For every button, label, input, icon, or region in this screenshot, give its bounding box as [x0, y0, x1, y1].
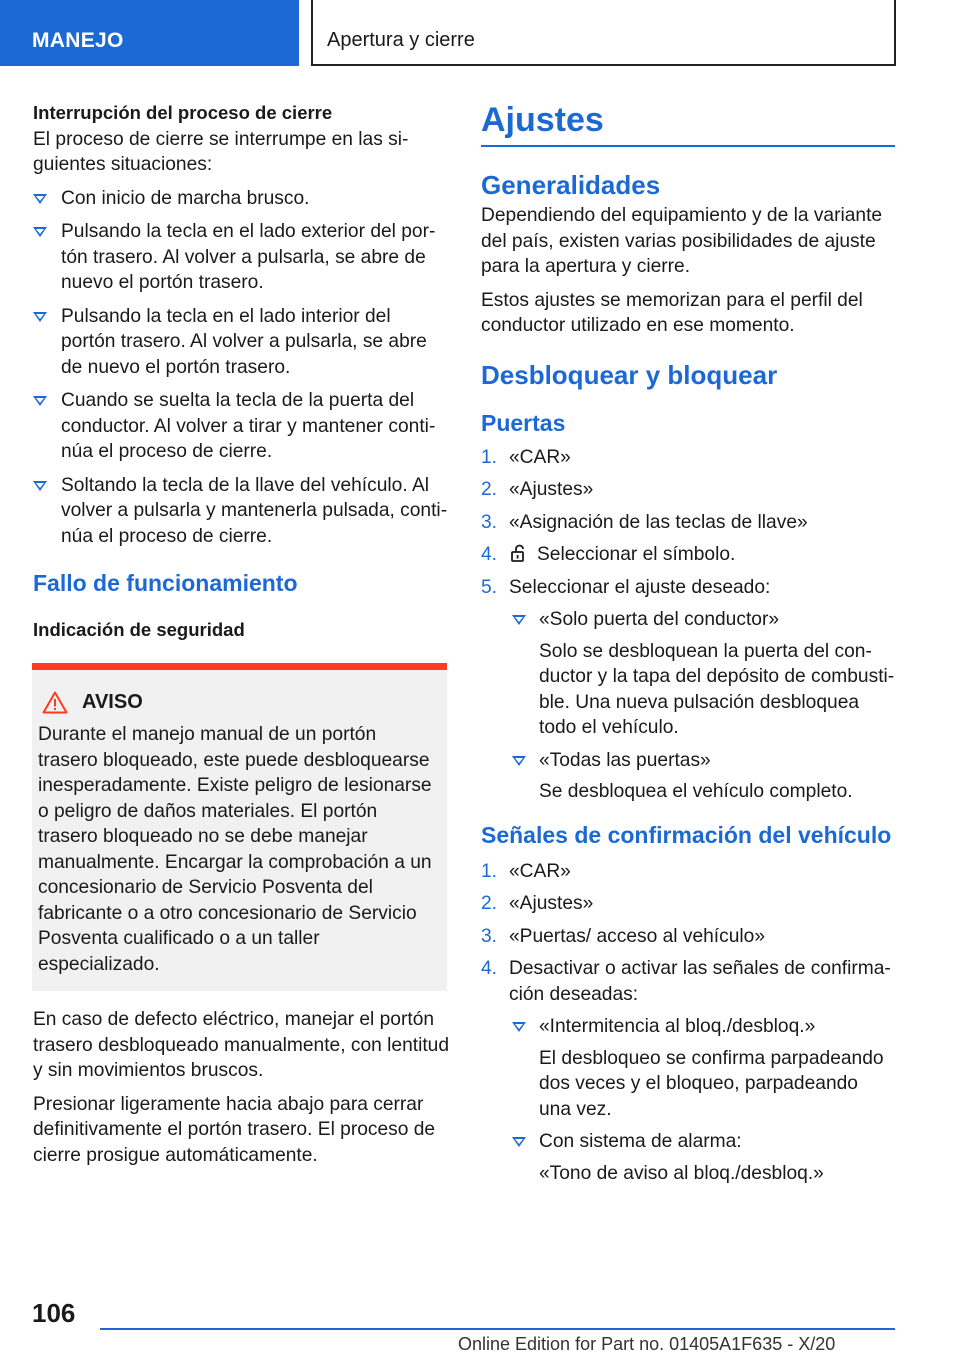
warning-box: [32, 663, 447, 992]
list-item: 2. «Ajustes»: [481, 479, 594, 500]
list-item: Pulsando la tecla en el lado exterior del portón trasero. Al volver a pulsarla, se abre de nuevo el portón trasero.: [33, 219, 449, 296]
list-item: Soltando la tecla de la llave del vehículo. Al volver a pulsarla y mantenerla pulsada, continúa el proceso de cierre.: [33, 473, 449, 550]
triangle-bullet-icon: [512, 1137, 526, 1147]
triangle-bullet-icon: [512, 756, 526, 766]
interruption-intro: El proceso de cierre se interrumpe en las siguientes situaciones:: [33, 128, 409, 175]
list-item: «Solo puerta del conductor» Solo se desbloquean la puerta del conductor y la tapa del depósito de combustible. Una nueva pulsación desbloquea todo el vehículo.: [509, 607, 895, 741]
warning-triangle-icon: [42, 691, 68, 714]
list-item: 4. Desactivar o activar las señales de confirmación deseadas: «Intermitencia al bloq./desbloq.» El desbloqueo se confirma parpadeando dos veces y el bloqueo, parpadeando una vez. Con sistema de alarma: «Tono de aviso al bloq./desbloq.»: [481, 956, 895, 1186]
warning-title: AVISO: [38, 690, 438, 716]
interruption-list: [33, 186, 449, 550]
triangle-bullet-icon: [33, 227, 47, 237]
unlock-heading: Desbloquear y bloquear: [481, 359, 778, 390]
electrical-text: En caso de defecto eléctrico, manejar el portón trasero desbloqueado manualmente, con lentitud y sin movimientos bruscos.: [33, 1009, 450, 1081]
signals-heading: Señales de confirmación del vehículo: [481, 821, 892, 848]
list-item: «Intermitencia al bloq./desbloq.» El desbloqueo se confirma parpadeando dos veces y el bloqueo, parpadeando una vez.: [509, 1014, 895, 1122]
right-column: [481, 100, 895, 1193]
settings-heading: Ajustes: [481, 100, 895, 147]
triangle-bullet-icon: [33, 312, 47, 322]
footer-edition: Online Edition for Part no. 01405A1F635 - X/20: [458, 1334, 836, 1354]
left-column: [33, 100, 449, 1176]
general-text-2: Estos ajustes se memorizan para el perfil del conductor utilizado en ese momento.: [481, 289, 863, 336]
triangle-bullet-icon: [512, 615, 526, 625]
safety-subheading: Indicación de seguridad: [33, 619, 245, 640]
list-item: 2. «Ajustes»: [481, 893, 594, 914]
signals-options: [509, 1014, 895, 1186]
list-item: 3. «Asignación de las teclas de llave»: [481, 511, 808, 533]
triangle-bullet-icon: [512, 1022, 526, 1032]
page-number: 106: [32, 1298, 76, 1328]
list-item: 1. «CAR»: [481, 860, 571, 882]
unlock-padlock-icon: [511, 544, 527, 562]
general-heading: Generalidades: [481, 170, 661, 200]
list-item: Con sistema de alarma: «Tono de aviso al bloq./desbloq.»: [509, 1129, 895, 1186]
list-item: «Todas las puertas» Se desbloquea el vehículo completo.: [509, 748, 895, 805]
doors-heading: Puertas: [481, 409, 566, 436]
press-text: Presionar ligeramente hacia abajo para cerrar definitivamente el portón trasero. El proceso de cierre prosigue automáticamente.: [33, 1093, 436, 1166]
list-item: Con inicio de marcha brusco.: [33, 186, 449, 212]
list-item: 5. Seleccionar el ajuste deseado: «Solo puerta del conductor» Solo se desbloquean la puerta del conductor y la tapa del depósito de combustible. Una nueva pulsación desbloquea todo el vehículo. «Todas las puertas» Se desbloquea el vehículo completo.: [481, 575, 895, 805]
triangle-bullet-icon: [33, 396, 47, 406]
doors-options: [509, 607, 895, 805]
list-item: Cuando se suelta la tecla de la puerta del conductor. Al volver a tirar y mantener continúa el proceso de cierre.: [33, 388, 449, 465]
signals-steps: [481, 859, 895, 1187]
general-text-1: Dependiendo del equipamiento y de la variante del país, existen varias posibilidades de ajuste para la apertura y cierre.: [481, 205, 883, 277]
list-item: 1. «CAR»: [481, 446, 571, 468]
section-tab: MANEJO: [0, 0, 299, 66]
triangle-bullet-icon: [33, 194, 47, 204]
triangle-bullet-icon: [33, 481, 47, 491]
list-item: Pulsando la tecla en el lado interior del portón trasero. Al volver a pulsarla, se abre de nuevo el portón trasero.: [33, 304, 449, 381]
list-item: 4. Seleccionar el símbolo.: [481, 544, 736, 565]
warning-text: Durante el manejo manual de un portón trasero bloqueado, este puede desbloquearse inesperadamente. Existe peligro de lesionarse o peligro de daños materiales. El portón trasero bloqueado no se debe manejar manualmente. Encargar la comprobación a un concesionario de Servicio Posventa del fabricante o a otro concesionario de Servicio Posventa cualificado o a un taller especializado.: [38, 724, 432, 975]
doors-steps: [481, 445, 895, 805]
interruption-title: Interrupción del proceso de cierre: [33, 102, 333, 123]
footer-rule: [100, 1328, 895, 1330]
malfunction-heading: Fallo de funcionamiento: [33, 570, 298, 596]
list-item: 3. «Puertas/ acceso al vehículo»: [481, 925, 765, 947]
chapter-title: Apertura y cierre: [311, 0, 896, 66]
